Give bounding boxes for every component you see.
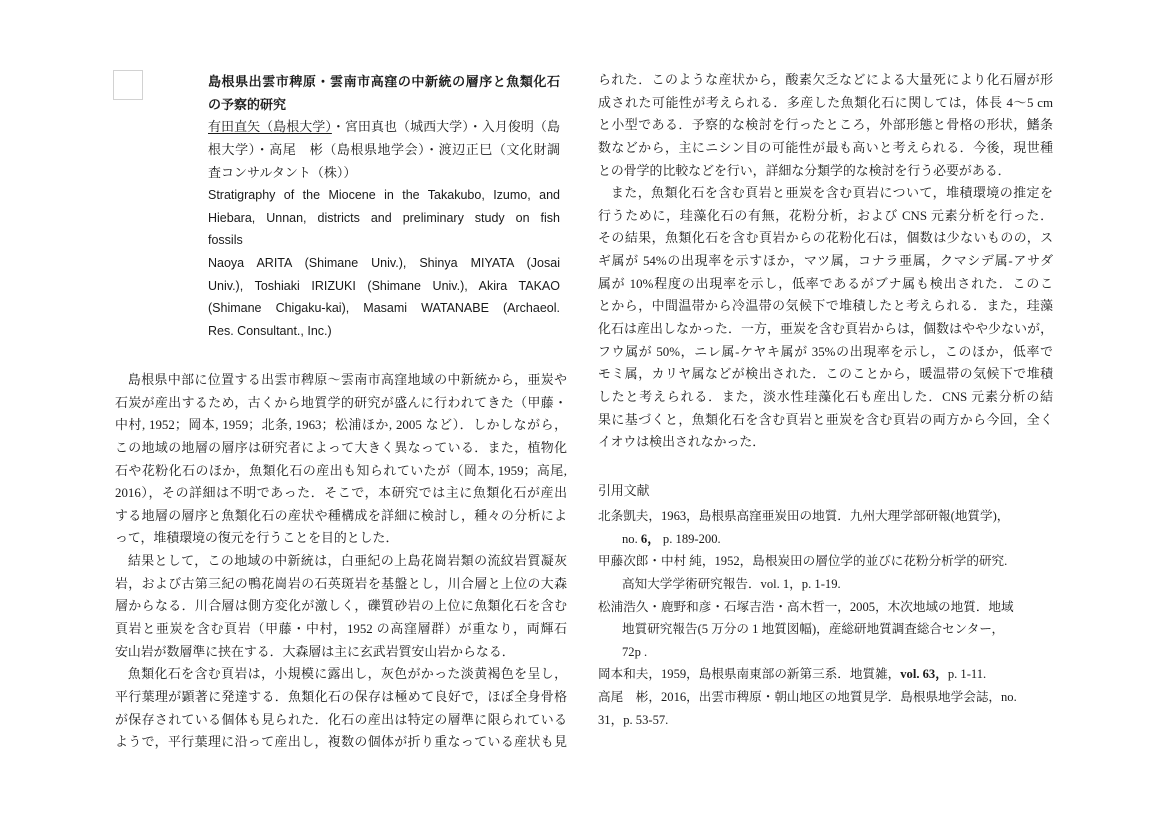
abstract-line: って，堆積環境の復元を行うことを目的とした． [115, 531, 399, 546]
reference-line: 高知大学学術研究報告．vol. 1，p. 1-19. [622, 576, 841, 591]
reference-line: 甲藤次郎・中村 純，1952，島根炭田の層位学的並びに花粉分析学的研究. [598, 554, 1008, 569]
paper-title-line: の予察的研究 [208, 96, 287, 112]
abstract-line: との骨学的比較などを行い，詳細な分類学的な検討を行う必要がある． [598, 163, 1011, 178]
author-line-ja: 査コンサルタント（株）） [208, 164, 357, 180]
english-title-line: Stratigraphy of the Miocene in the Takakubo, Izumo, and [208, 188, 560, 203]
references-heading: 引用文献 [598, 484, 650, 498]
abstract-line: ギ属が 54%の出現率を示すほか，マツ属，コナラ亜属，クマシデ属-アサダ [598, 254, 1053, 269]
abstract-line: その結果，魚類化石を含む頁岩からの花粉化石は，個数は少ないものの，ス [598, 231, 1053, 246]
abstract-line: 魚類化石を含む頁岩は，小規模に露出し，灰色がかった淡黄褐色を呈し， [127, 667, 567, 682]
author-line-text: ・宮田真也（城西大学）・入月俊明（島 [331, 119, 560, 135]
abstract-line: 平行葉理が顕著に発達する．魚類化石の保存は極めて良好で，ほぼ全身骨格 [115, 689, 567, 704]
english-title-line: Hiebara, Unnan, districts and preliminary study on fish [208, 210, 560, 225]
reference-line: 北条凱夫，1963，島根県高窪亜炭田の地質．九州大理学部研報(地質学)， [598, 509, 1010, 523]
abstract-line: 層からなる．川合層は側方変化が激しく，礫質砂岩の上位に魚類化石を含む [115, 599, 567, 614]
abstract-line: 島根県中部に位置する出雲市稗原～雲南市高窪地域の中新統から，亜炭や [127, 373, 567, 387]
reference-line [598, 663, 1058, 686]
abstract-line: 2016），その詳細は不明であった．そこで，本研究では主に魚類化石が産出 [115, 486, 567, 501]
abstract-line: と小型である．予察的な検討を行ったところ，外部形態と骨格の形状，鰭条 [598, 118, 1053, 133]
abstract-line: フウ属が 50%，ニレ属-ケヤキ属が 35%の出現率を示し，このほか，低率で [598, 344, 1053, 359]
reference-volume: vol. 63， [900, 667, 948, 682]
abstract-line: 結果として，この地域の中新統は，白亜紀の上島花崗岩類の流紋岩質凝灰 [127, 554, 567, 569]
abstract-line: 果に基づくと，魚類化石を含む頁岩と亜炭を含む頁岩の両方から今回，全く [598, 412, 1053, 427]
abstract-line: 安山岩が数層準に挟在する．大森層は主に玄武岩質安山岩からなる． [115, 644, 515, 659]
reference-line: 高尾 彬，2016，出雲市稗原・朝山地区の地質見学．島根県地学会誌，no. [598, 690, 1017, 705]
reference-text: 岡本和夫，1959，島根県南東部の新第三系．地質雑， [598, 667, 901, 682]
abstract-line: 岩，および古第三紀の鴨花崗岩の石英斑岩を基盤とし，川合層と上位の大森 [115, 576, 567, 591]
reference-text: no. [622, 531, 641, 546]
abstract-line: イオウは検出されなかった． [598, 435, 766, 450]
reference-line: 72p . [622, 644, 648, 659]
abstract-line: 石炭が産出するため，古くから地質学的研究が盛んに行われてきた（甲藤・ [115, 395, 567, 410]
abstract-line: とから，中間温帯から冷温帯の気候下で堆積したと考えられる．また，珪藻 [598, 299, 1053, 314]
abstract-line: 化石は産出しなかった．一方，亜炭を含む頁岩からは，個数はやや少ないが， [598, 322, 1053, 337]
reference-line: 松浦浩久・鹿野和彦・石塚吉浩・高木哲一，2005，木次地域の地質．地域 [598, 599, 1014, 614]
abstract-line: が保存されている個体も見られた．化石の産出は特定の層準に限られている [115, 712, 567, 727]
abstract-line: 頁岩と亜炭を含む頁岩（甲藤・中村，1952 の高窪層群）が重なり，両輝石 [115, 622, 567, 637]
author-line-ja: 根大学）・高尾 彬（島根県地学会）・渡辺正巳（文化財調 [208, 141, 560, 157]
author-line-ja [208, 116, 560, 139]
references-list [598, 505, 1058, 731]
abstract-line: ようで，平行葉理に沿って産出し，複数の個体が折り重なっている産状も見 [115, 735, 567, 750]
abstract-line: 成された可能性が考えられる．多産した魚類化石に関しては，体長 4～5 cm [598, 95, 1053, 110]
reference-text: p. 1-11. [947, 667, 987, 682]
english-title-line: fossils [208, 233, 243, 248]
abstract-line: 数などから，主にニシン目の可能性が最も高いと考えられる．今後，現世種 [598, 140, 1053, 155]
abstract-body-left [115, 369, 567, 754]
corner-box [113, 70, 143, 100]
abstract-line: する地層の層序と魚類化石の産状や種構成を詳細に検討し，種々の分析によ [115, 508, 567, 523]
author-line-en: Res. Consultant., Inc.) [208, 324, 332, 339]
reference-line: 地質研究報告(5 万分の 1 地質図幅)，産総研地質調査総合センター， [622, 622, 1005, 637]
abstract-line: この地域の地層の層序は研究者によって大きく異なっている．また，植物化 [115, 440, 567, 455]
abstract-line: られた．このような産状から，酸素欠乏などによる大量死により化石層が形 [598, 73, 1053, 87]
paper-title-line: 島根県出雲市稗原・雲南市高窪の中新統の層序と魚類化石 [208, 74, 560, 89]
abstract-line: 石や花粉化石のほか，魚類化石の産出も知られていたが（岡本, 1959；高尾, [115, 463, 567, 478]
abstract-line: また，魚類化石を含む頁岩と亜炭を含む頁岩について，堆積環境の推定を [610, 186, 1053, 201]
abstract-line: したと考えられる．また，淡水性珪藻化石も産出した．CNS 元素分析の結 [598, 389, 1053, 404]
reference-volume: 6， [640, 531, 660, 546]
abstract-line: 行うために，珪藻化石の有無，花粉分析，および CNS 元素分析を行った． [598, 208, 1053, 223]
abstract-line: 中村, 1952；岡本, 1959；北条, 1963；松浦ほか, 2005 など）．しかしながら， [115, 418, 567, 433]
abstract-line: モミ属，カリヤ属などが検出された．このことから，暖温帯の気候下で堆積 [598, 367, 1053, 382]
abstract-body-right [598, 69, 1053, 454]
reference-line: 31，p. 53-57. [598, 712, 669, 727]
author-line-en: (Shimane Chigaku-kai), Masami WATANABE (Archaeol. [208, 301, 560, 316]
presenting-author: 有田直矢（島根大学） [208, 119, 332, 135]
reference-text: p. 189-200. [659, 531, 721, 546]
author-line-en: Univ.), Toshiaki IRIZUKI (Shimane Univ.), Akira TAKAO [208, 278, 560, 293]
author-line-en: Naoya ARITA (Shimane Univ.), Shinya MIYATA (Josai [208, 256, 560, 271]
abstract-line: 属が 10%程度の出現率を示し，低率であるがブナ属も検出された．このこ [598, 276, 1053, 291]
references-section [598, 480, 798, 503]
abstract-header [208, 71, 560, 343]
reference-line [598, 528, 1058, 551]
